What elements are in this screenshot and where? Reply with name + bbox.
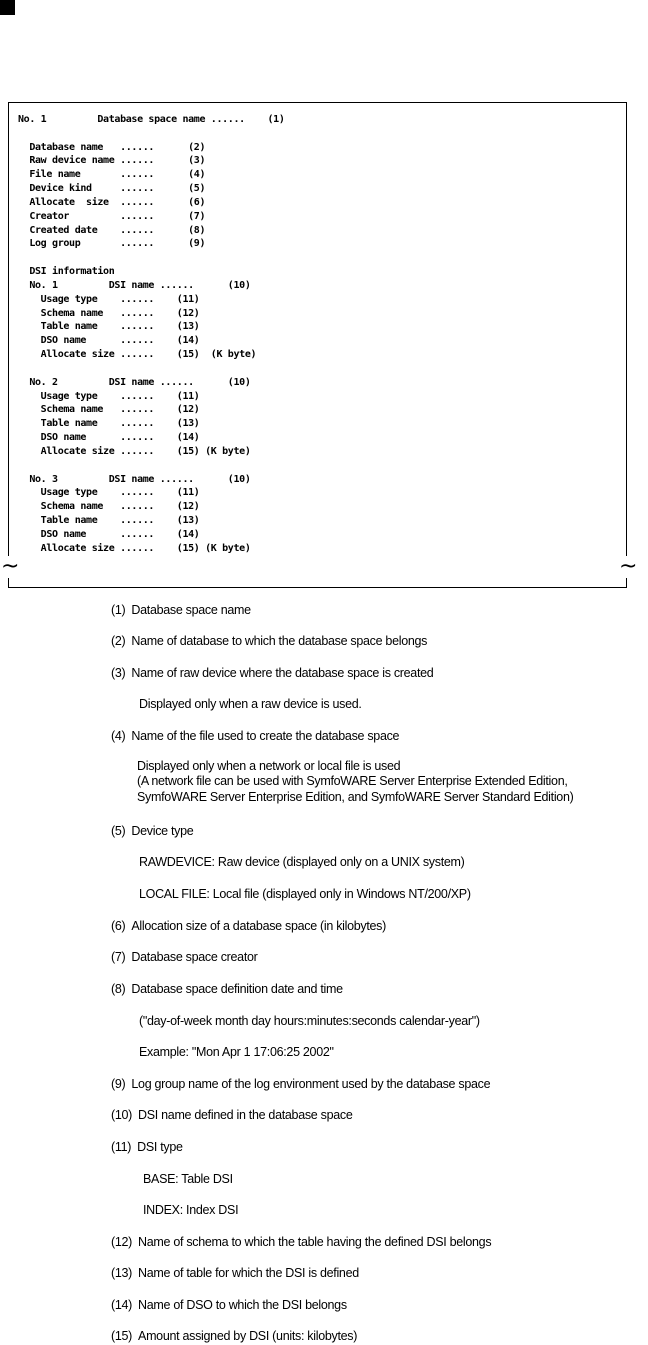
note-7: (7) Database space creator xyxy=(111,950,258,964)
note-5: (5) Device type xyxy=(111,824,194,838)
listing-line: No. 1 Database space name ...... (1) xyxy=(18,114,285,125)
output-listing-box xyxy=(8,102,627,588)
listing-line: Created date ...... (8) xyxy=(18,224,206,236)
listing-line: Usage type ...... (11) xyxy=(18,390,200,402)
note-6: (6) Allocation size of a database space (in kilobytes) xyxy=(111,919,386,933)
note-14: (14) Name of DSO to which the DSI belongs xyxy=(111,1298,347,1312)
listing-line: Allocate size ...... (15) (K byte) xyxy=(18,542,251,554)
listing-line: Creator ...... (7) xyxy=(18,210,206,222)
listing-line: DSO name ...... (14) xyxy=(18,528,200,540)
listing-line: Schema name ...... (12) xyxy=(18,404,200,416)
listing-line: Log group ...... (9) xyxy=(18,238,206,250)
listing-line: Allocate size ...... (6) xyxy=(18,196,206,208)
note-5-localfile: LOCAL FILE: Local file (displayed only in Windows NT/200/XP) xyxy=(139,887,471,901)
listing-line: No. 2 DSI name ...... (10) xyxy=(18,376,251,388)
note-1: (1) Database space name xyxy=(111,603,251,617)
listing-line: Usage type ...... (11) xyxy=(18,487,200,499)
listing-line: Allocate size ...... (15) (K byte) xyxy=(18,349,257,361)
note-11-index: INDEX: Index DSI xyxy=(143,1203,239,1217)
corner-mark xyxy=(0,0,15,15)
note-4: (4) Name of the file used to create the database space xyxy=(111,729,400,743)
note-13: (13) Name of table for which the DSI is defined xyxy=(111,1266,359,1280)
note-5-rawdevice: RAWDEVICE: Raw device (displayed only on a UNIX system) xyxy=(139,855,465,869)
break-mark-left: ~ xyxy=(1,554,20,579)
note-4-detail-1: Displayed only when a network or local file is used xyxy=(137,759,401,773)
note-8-format: ("day-of-week month day hours:minutes:seconds calendar-year") xyxy=(139,1014,480,1028)
note-3-detail: Displayed only when a raw device is used. xyxy=(139,697,362,711)
note-11: (11) DSI type xyxy=(111,1140,183,1154)
listing-line: No. 3 DSI name ...... (10) xyxy=(18,473,251,485)
listing-line: Table name ...... (13) xyxy=(18,321,200,333)
listing-line: File name ...... (4) xyxy=(18,169,206,181)
listing-line: Table name ...... (13) xyxy=(18,418,200,430)
listing-line: Usage type ...... (11) xyxy=(18,293,200,305)
note-10: (10) DSI name defined in the database space xyxy=(111,1108,353,1122)
note-2: (2) Name of database to which the database space belongs xyxy=(111,634,428,648)
listing-line: No. 1 DSI name ...... (10) xyxy=(18,279,251,291)
listing-line: Allocate size ...... (15) (K byte) xyxy=(18,445,251,457)
listing-line: Device kind ...... (5) xyxy=(18,183,206,195)
listing-line: DSO name ...... (14) xyxy=(18,335,200,347)
listing-line: DSO name ...... (14) xyxy=(18,432,200,444)
note-12: (12) Name of schema to which the table having the defined DSI belongs xyxy=(111,1235,492,1249)
note-11-base: BASE: Table DSI xyxy=(143,1172,233,1186)
listing-line: Schema name ...... (12) xyxy=(18,307,200,319)
note-4-detail-2: (A network file can be used with SymfoWARE Server Enterprise Extended Edition, xyxy=(137,774,568,788)
note-3: (3) Name of raw device where the database space is created xyxy=(111,666,434,680)
note-4-detail-3: SymfoWARE Server Enterprise Edition, and SymfoWARE Server Standard Edition) xyxy=(137,790,574,804)
note-9: (9) Log group name of the log environment used by the database space xyxy=(111,1077,491,1091)
break-mark-right: ~ xyxy=(619,554,638,579)
note-8: (8) Database space definition date and time xyxy=(111,982,343,996)
output-listing xyxy=(18,113,285,556)
listing-line: Database name ...... (2) xyxy=(18,141,206,153)
note-8-example: Example: "Mon Apr 1 17:06:25 2002" xyxy=(139,1045,334,1059)
listing-line: Raw device name ...... (3) xyxy=(18,155,206,167)
note-15: (15) Amount assigned by DSI (units: kilobytes) xyxy=(111,1329,358,1343)
listing-line: Table name ...... (13) xyxy=(18,515,200,527)
listing-line: DSI information xyxy=(18,266,115,278)
listing-line: Schema name ...... (12) xyxy=(18,501,200,513)
